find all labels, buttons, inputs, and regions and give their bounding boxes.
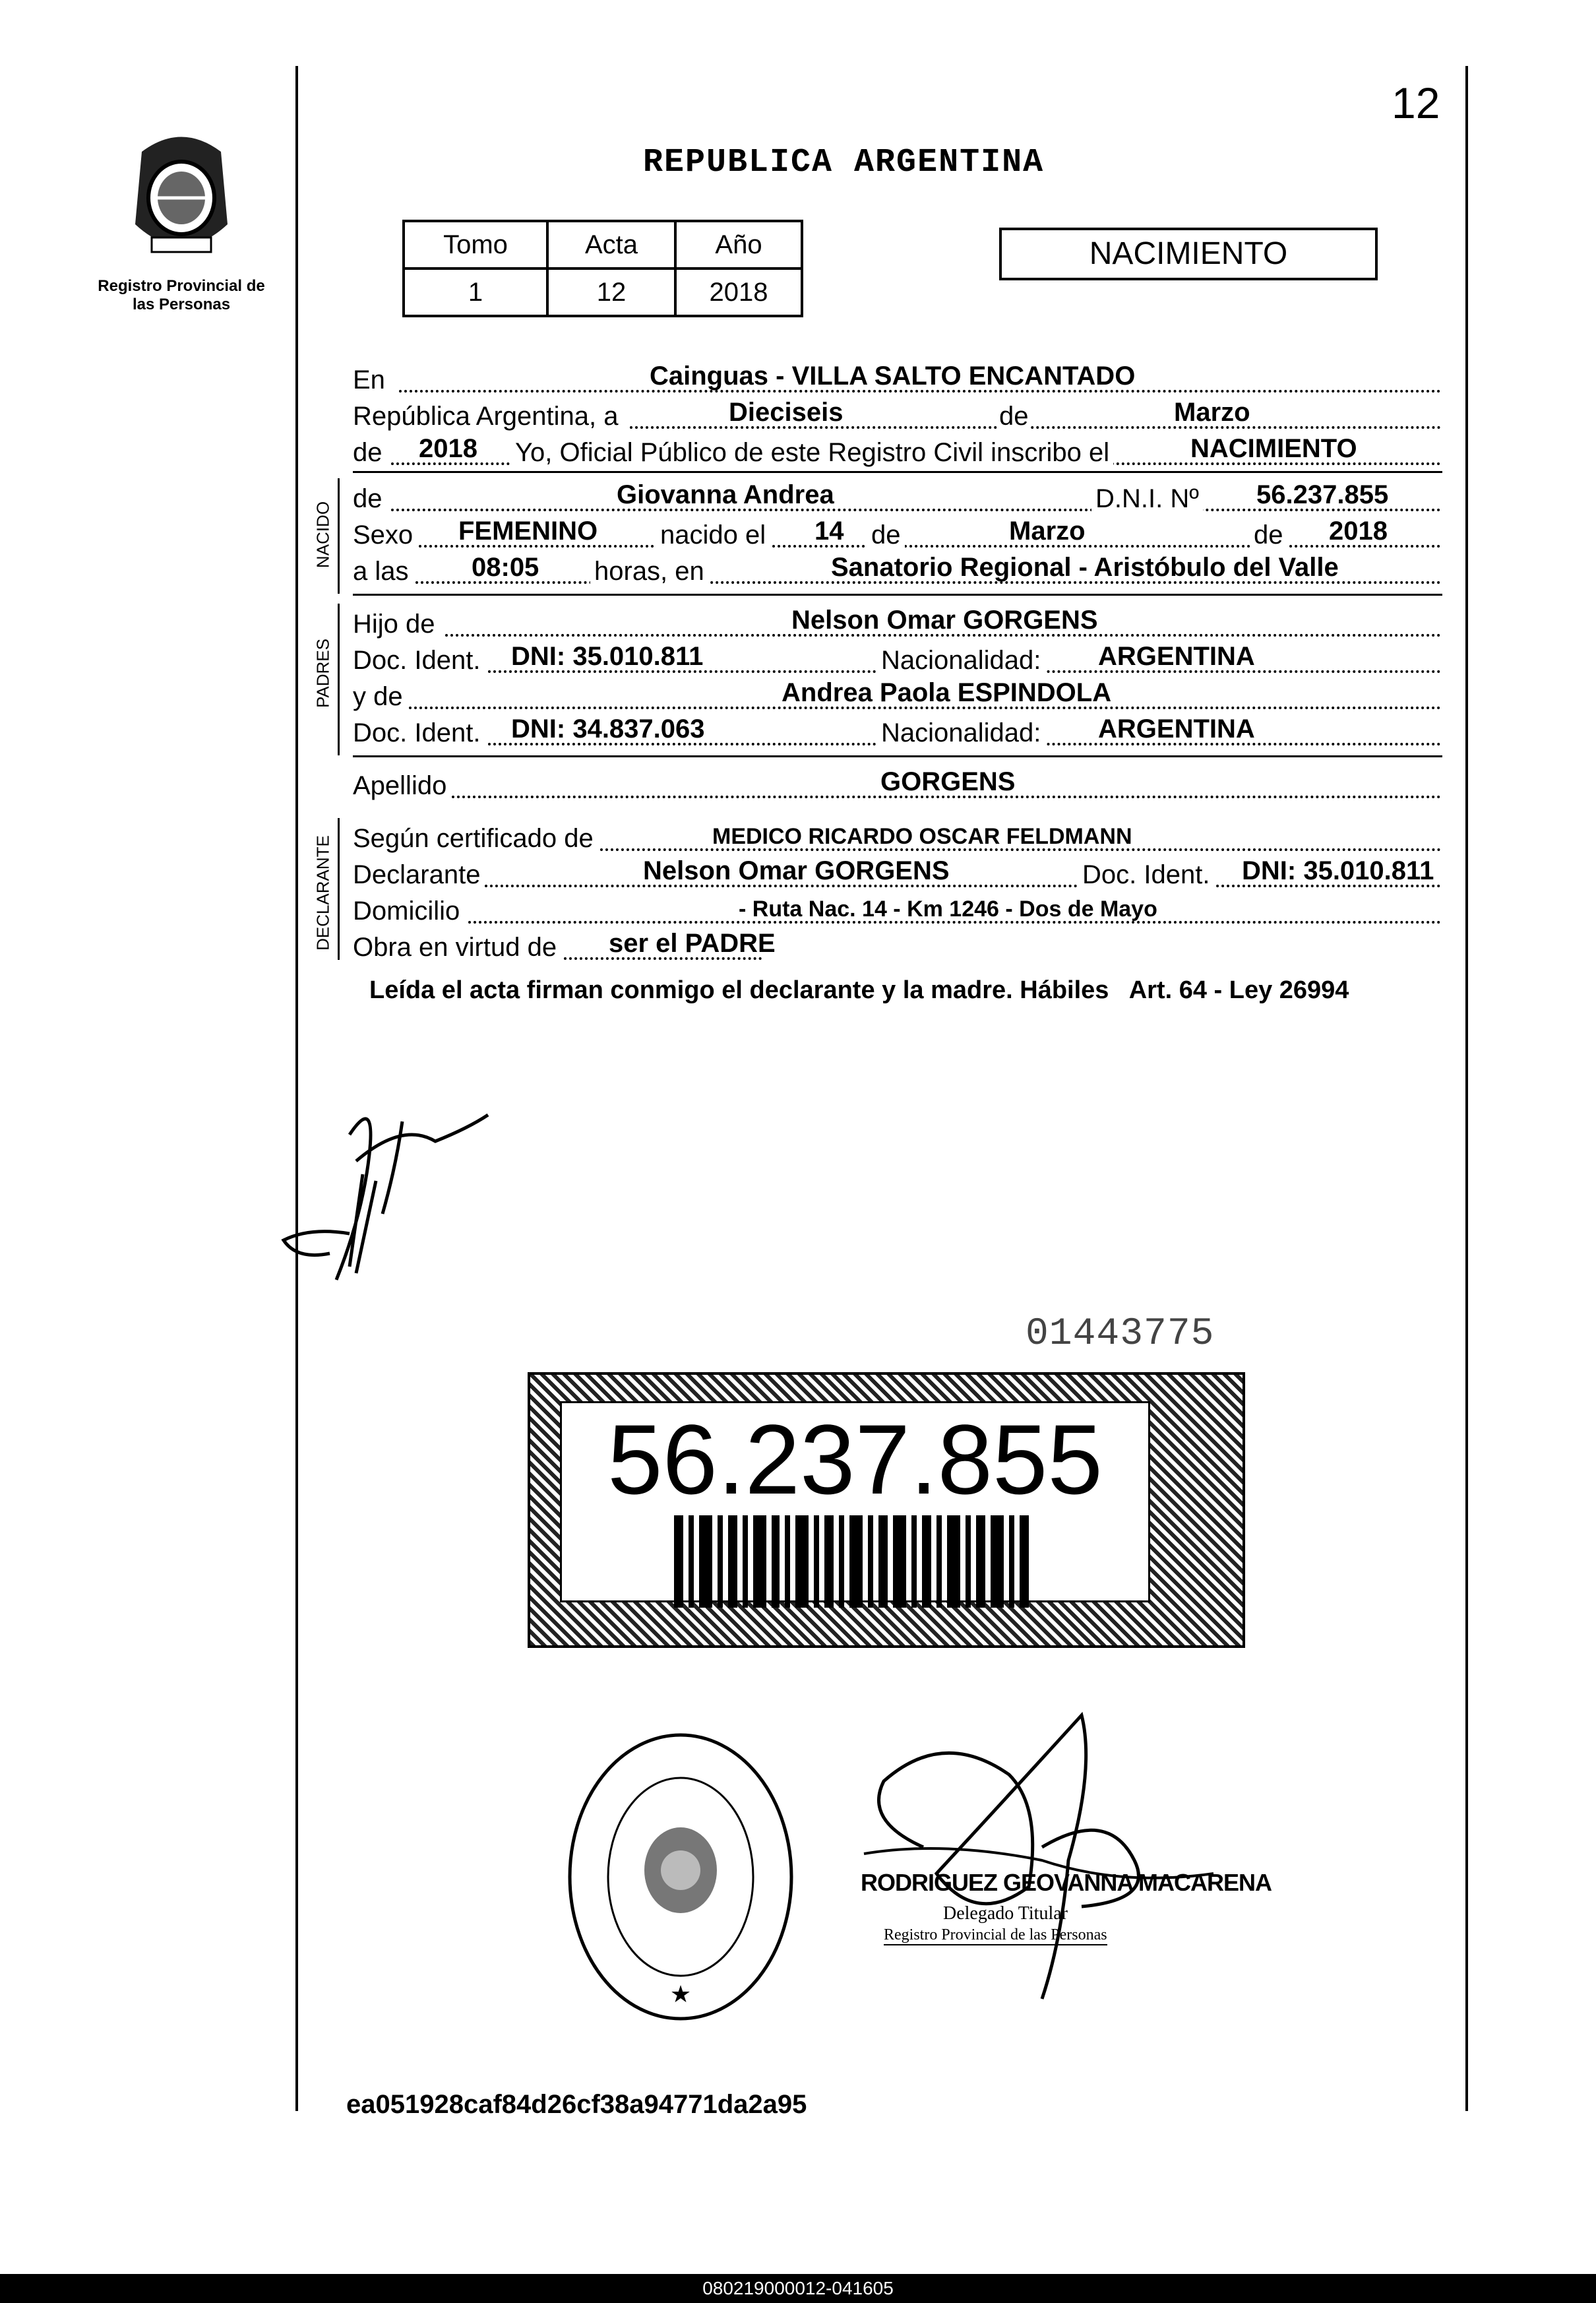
row-madre xyxy=(353,676,1441,713)
value-padre-nac: ARGENTINA xyxy=(1098,642,1255,671)
label-doc-ident: Doc. Ident. xyxy=(353,646,481,675)
value-declarante: Nelson Omar GORGENS xyxy=(643,856,950,885)
dni-sticker-number: 56.237.855 xyxy=(607,1404,1103,1515)
value-lugar-nac: Sanatorio Regional - Aristóbulo del Valle xyxy=(831,553,1339,582)
value-apellido: GORGENS xyxy=(880,767,1016,796)
dni-sticker xyxy=(528,1372,1245,1648)
label-sexo: Sexo xyxy=(353,521,414,550)
label-segun: Según certificado de xyxy=(353,824,594,853)
padres-bracket xyxy=(338,604,340,755)
row-declarante xyxy=(353,854,1441,891)
row-apellido xyxy=(353,765,1441,802)
label-apellido: Apellido xyxy=(353,771,447,800)
row-domicilio xyxy=(353,891,1441,928)
row-obra xyxy=(353,927,1441,964)
row-certificado xyxy=(353,818,1441,855)
label-nacionalidad-madre: Nacionalidad: xyxy=(877,718,1045,748)
label-y-de: y de xyxy=(353,682,403,711)
right-margin-line xyxy=(1465,66,1468,2111)
value-madre: Andrea Paola ESPINDOLA xyxy=(782,678,1112,707)
official-seal xyxy=(564,1728,798,2025)
row-madre-doc xyxy=(353,712,1441,749)
record-type-box: NACIMIENTO xyxy=(999,228,1378,280)
section-nacido: NACIDO xyxy=(313,501,333,569)
value-tomo: 1 xyxy=(404,268,547,316)
value-hora: 08:05 xyxy=(472,553,539,582)
label-de-mes: de xyxy=(999,402,1029,431)
label-declarante: Declarante xyxy=(353,860,481,889)
value-mes: Marzo xyxy=(1174,398,1250,427)
label-a-las: a las xyxy=(353,557,409,586)
value-acta: 12 xyxy=(547,268,675,316)
official-signature xyxy=(844,1689,1240,2005)
value-anio: 2018 xyxy=(419,434,477,463)
footer-code-bar: 080219000012-041605 xyxy=(0,2274,1596,2303)
label-doc-ident-madre: Doc. Ident. xyxy=(353,718,481,747)
label-en: En xyxy=(353,365,385,394)
closing-text: Leída el acta firman conmigo el declarante y la madre. Hábiles Art. 64 - Ley 26994 xyxy=(369,976,1349,1004)
official-name: RODRIGUEZ GEOVANNA MACARENA xyxy=(861,1869,1272,1896)
value-nac-mes: Marzo xyxy=(1009,517,1086,546)
dni-sticker-inner xyxy=(560,1401,1150,1602)
value-domicilio: - Ruta Nac. 14 - Km 1246 - Dos de Mayo xyxy=(739,897,1157,922)
value-nombre: Giovanna Andrea xyxy=(617,480,834,509)
declarant-signature xyxy=(270,1082,508,1300)
svg-text:★: ★ xyxy=(669,1981,692,2008)
value-nac-anio: 2018 xyxy=(1329,517,1388,546)
row-inscribo xyxy=(353,432,1441,469)
row-sexo xyxy=(353,515,1441,552)
label-horas-en: horas, en xyxy=(590,557,708,586)
official-role: Delegado Titular xyxy=(943,1903,1068,1924)
label-dni: D.N.I. Nº xyxy=(1091,484,1203,514)
label-nacionalidad: Nacionalidad: xyxy=(877,646,1045,676)
row-hora xyxy=(353,551,1441,588)
row-padre xyxy=(353,604,1441,641)
section-padres: PADRES xyxy=(313,639,333,708)
row-nombre xyxy=(353,478,1441,515)
province-logo xyxy=(115,125,247,270)
document-hash: ea051928caf84d26cf38a94771da2a95 xyxy=(346,2090,807,2119)
label-obra: Obra en virtud de xyxy=(353,933,557,962)
value-declarante-doc: DNI: 35.010.811 xyxy=(1242,856,1434,885)
label-de-anio: de xyxy=(353,438,383,467)
barcode-icon xyxy=(674,1515,1034,1608)
value-sexo: FEMENINO xyxy=(458,517,598,546)
row-lugar xyxy=(353,360,1441,396)
signature-icon xyxy=(844,1689,1240,2005)
label-republica: República Argentina, a xyxy=(353,402,619,431)
row-fecha xyxy=(353,396,1441,433)
value-dni: 56.237.855 xyxy=(1256,480,1389,509)
value-padre-doc: DNI: 35.010.811 xyxy=(511,642,704,671)
header-anio: Año xyxy=(675,221,802,268)
value-obra: ser el PADRE xyxy=(609,929,776,958)
value-acto: NACIMIENTO xyxy=(1190,434,1357,463)
label-hijo-de: Hijo de xyxy=(353,610,435,639)
seal-icon xyxy=(564,1728,798,2025)
shield-emblem-icon xyxy=(115,125,247,270)
label-domicilio: Domicilio xyxy=(353,897,460,926)
document-title: REPUBLICA ARGENTINA xyxy=(643,144,1045,181)
page-number: 12 xyxy=(1392,79,1440,127)
value-padre: Nelson Omar GORGENS xyxy=(791,606,1098,635)
row-padre-doc xyxy=(353,640,1441,677)
label-oficial: Yo, Oficial Público de este Registro Civil inscribo el xyxy=(511,438,1113,468)
value-madre-doc: DNI: 34.837.063 xyxy=(511,714,705,743)
nacido-bracket xyxy=(338,478,340,594)
label-de-nac-anio: de xyxy=(1250,521,1287,550)
official-office: Registro Provincial de las Personas xyxy=(884,1926,1107,1945)
value-certificado: MEDICO RICARDO OSCAR FELDMANN xyxy=(712,824,1132,849)
label-nombre-de: de xyxy=(353,484,383,513)
declarante-bracket xyxy=(338,818,340,960)
label-doc-ident-declarante: Doc. Ident. xyxy=(1078,860,1213,890)
header-tomo: Tomo xyxy=(404,221,547,268)
value-lugar: Cainguas - VILLA SALTO ENCANTADO xyxy=(650,362,1136,391)
record-table xyxy=(402,220,803,317)
value-nac-dia: 14 xyxy=(814,517,844,546)
signature-icon xyxy=(270,1082,508,1300)
header-acta: Acta xyxy=(547,221,675,268)
section-declarante: DECLARANTE xyxy=(313,835,333,951)
registry-label: Registro Provincial de las Personas xyxy=(98,277,265,313)
value-dia: Dieciseis xyxy=(729,398,844,427)
label-nacido-el: nacido el xyxy=(656,521,770,550)
value-madre-nac: ARGENTINA xyxy=(1098,714,1255,743)
stamp-number: 01443775 xyxy=(1026,1313,1215,1356)
value-anio: 2018 xyxy=(675,268,802,316)
label-de-nac: de xyxy=(867,521,905,550)
